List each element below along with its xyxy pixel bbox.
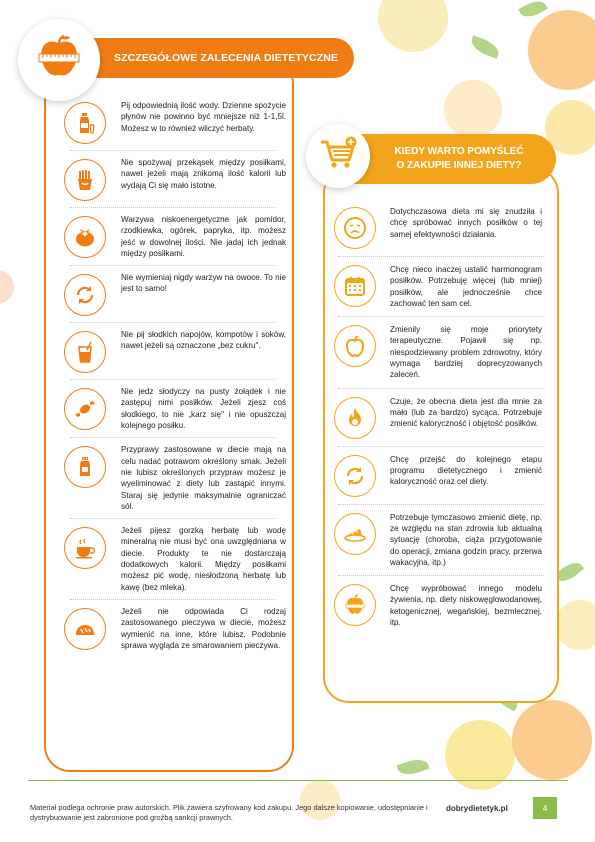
refresh-arrows-icon xyxy=(64,274,106,316)
list-item-text: Nie jedz słodyczy na pusty żołądek i nie zastępuj nimi posiłków. Jeżeli zjesz coś słodkiego, to nie „karz się" i nie opuszczaj kolejnego posiłku. xyxy=(121,387,286,431)
list-item xyxy=(334,512,550,568)
bread-icon xyxy=(64,608,106,650)
divider xyxy=(70,207,276,208)
shopping-cart-plus-icon xyxy=(318,134,358,179)
footer-divider xyxy=(28,780,568,781)
list-item xyxy=(64,386,286,431)
new-diet-list xyxy=(334,206,550,628)
list-item-text: Nie wymieniaj nigdy warzyw na owoce. To nie jest to samo! xyxy=(121,273,286,294)
divider xyxy=(70,599,276,600)
juice-glass-icon xyxy=(64,331,106,373)
new-diet-badge xyxy=(306,124,370,188)
new-diet-title-line2: O ZAKUPIE INNEJ DIETY? xyxy=(396,160,522,171)
list-item xyxy=(64,272,286,316)
fries-icon xyxy=(64,159,106,201)
candy-icon xyxy=(64,388,106,430)
list-item-text: Chcę przejść do kolejnego etapu programu dietetycznego i zmienić kaloryczność oraz cel diety. xyxy=(390,454,542,487)
list-item-text: Jeżeli nie odpowiada Ci rodzaj zastosowanego pieczywa w diecie, możesz wymienić na inne, które lubisz. Podobnie sprawa wygląda ze smarowaniem pieczywa. xyxy=(121,606,286,650)
divider xyxy=(338,316,544,317)
list-item-text: Nie pij słodkich napojów, kompotów i soków, nawet jeżeli są oznaczone „bez cukru". xyxy=(121,330,286,351)
list-item xyxy=(64,329,286,373)
list-item-text: Przyprawy zastosowane w diecie mają na celu nadać potrawom określony smak. Jeżeli nie lubisz określonych przypraw możesz je wyeliminować z diety lub zastąpić innymi. Staraj się jedynie maksymalnie ograniczać sól. xyxy=(121,445,286,511)
divider xyxy=(338,504,544,505)
recommendations-list xyxy=(64,100,286,651)
measuring-apple-icon xyxy=(334,584,376,626)
tomato-icon xyxy=(64,216,106,258)
list-item xyxy=(64,525,286,593)
site-name: dobrydietetyk.pl xyxy=(446,804,508,813)
apple-icon xyxy=(334,325,376,367)
divider xyxy=(338,256,544,257)
list-item xyxy=(334,396,550,439)
list-item-text: Warzywa niskoenergetyczne jak pomidor, rzodkiewka, ogórek, papryka, itp. możesz jeść w dowolnej ilości. Nie jadaj ich jednak między posiłkami. xyxy=(121,215,286,258)
sad-face-icon xyxy=(334,207,376,249)
list-item xyxy=(64,606,286,651)
divider xyxy=(338,388,544,389)
cycle-arrows-icon xyxy=(334,455,376,497)
list-item xyxy=(64,100,286,144)
divider xyxy=(338,575,544,576)
list-item xyxy=(334,583,550,628)
list-item xyxy=(64,214,286,259)
divider xyxy=(70,265,276,266)
list-item-text: Chcę nieco inaczej ustalić harmonogram posiłków. Potrzebuję więcej (lub mniej) posiłków, ale jednocześnie chce zachować ten sam cel. xyxy=(390,265,542,308)
list-item-text: Jeżeli pijesz gorzką herbatę lub wodę mineralną nie musi być ona uwzględniana w diecie. Produkty te nie dostarczają dodatkowych kalorii. Między posiłkami możesz pić wodę, niesłodzoną herbatę lub kawę (bez mleka). xyxy=(121,526,286,592)
list-item xyxy=(64,157,286,201)
divider xyxy=(70,518,276,519)
divider xyxy=(70,150,276,151)
new-diet-title-line1: KIEDY WARTO POMYŚLEĆ xyxy=(394,146,524,157)
list-item-text: Zmienily się moje priorytety terapeutyczne. Pojawił się np. niespodziewany problem zdrowotny, który wymaga bardziej doprecyzowanych zaleceń. xyxy=(390,325,542,380)
calendar-icon xyxy=(334,265,376,307)
list-item-text: Potrzebuje tymczasowo zmienić dietę, np. ze względu na stan zdrowia lub aktualną sytuację (choroba, ciąża przygotowanie do operacji, zmiana godzin pracy, przerwa wakacyjna, itp.) xyxy=(390,512,542,567)
divider xyxy=(70,322,276,323)
list-item xyxy=(64,444,286,512)
spice-shaker-icon xyxy=(64,446,106,488)
list-item-text: Czuje, że obecna dieta jest dla mnie za mało (lub za bardzo) sycąca. Potrzebuje zmienić kaloryczność i objętość posiłków. xyxy=(390,396,542,429)
divider xyxy=(338,446,544,447)
recommendations-badge xyxy=(18,19,100,101)
list-item xyxy=(334,264,550,309)
divider xyxy=(70,437,276,438)
page-number: 4 xyxy=(533,797,557,819)
list-item-text: Chcę wypróbować innego modelu żywienia, np. diety niskowęglowodanowej, ketogenicznej, wegańskiej, bezmlecznej, itp. xyxy=(390,584,542,628)
copyright-notice: Materiał podlega ochronie praw autorskich. Plik zawiera szyfrowany kod zakupu. Jego dalsze kopiowanie, udostępnianie i dystrybuowanie jest zabronione pod groźbą sankcji prawnych. xyxy=(30,803,428,822)
list-item xyxy=(334,324,550,380)
list-item-text: Pij odpowiednią ilość wody. Dzienne spożycie płynów nie powinno być mniejsze niż 1-1,5l. Możesz w to również wliczyć herbaty. xyxy=(121,101,286,133)
bottle-glass-icon xyxy=(64,102,106,144)
list-item-text: Dotychczasowa dieta mi się znudziła i chcę spróbować innych posiłków o tej samej efektywności działania. xyxy=(390,207,542,239)
list-item xyxy=(334,454,550,497)
divider xyxy=(70,379,276,380)
list-item-text: Nie spożywaj przekąsek między posiłkami, nawet jeżeli mają znikomą ilość kalorii lub wydają Ci się mało istotne. xyxy=(121,158,286,190)
flame-icon xyxy=(334,397,376,439)
measuring-apple-icon xyxy=(33,32,85,89)
list-item xyxy=(334,206,550,249)
cheese-plate-icon xyxy=(334,513,376,555)
recommendations-title: SZCZEGÓŁOWE ZALECENIA DIETETYCZNE xyxy=(56,38,354,78)
tea-cup-icon xyxy=(64,527,106,569)
